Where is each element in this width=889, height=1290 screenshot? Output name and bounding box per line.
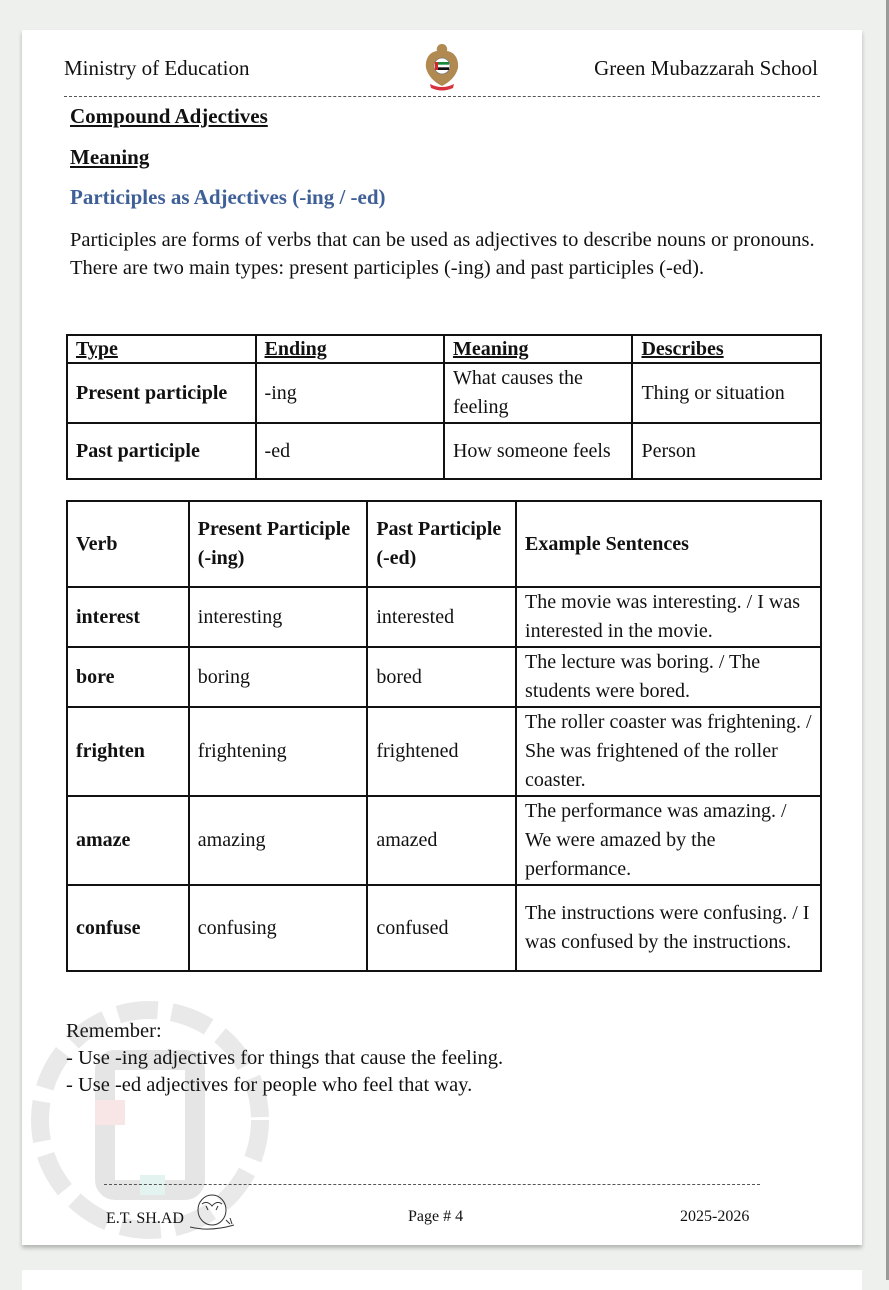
table-cell: amazing [189, 796, 368, 885]
table-row [67, 885, 821, 971]
uae-emblem-icon [420, 42, 464, 92]
table-row [67, 707, 821, 796]
table-header-row [67, 335, 821, 363]
table-cell: bore [67, 647, 189, 707]
table-cell: interest [67, 587, 189, 647]
table-row [67, 587, 821, 647]
header-school: Green Mubazzarah School [594, 56, 818, 80]
table-cell: bored [367, 647, 516, 707]
remember-label: Remember: [66, 1020, 162, 1042]
table-cell: -ed [256, 423, 444, 479]
table-cell: Past participle [67, 423, 256, 479]
column-header: Example Sentences [516, 501, 821, 587]
table-cell: The lecture was boring. / The students were bored. [516, 647, 821, 707]
column-header: Verb [67, 501, 189, 587]
footer-divider [104, 1184, 760, 1185]
table-cell: Person [632, 423, 821, 479]
table-cell: frightened [367, 707, 516, 796]
participle-types-table [66, 334, 822, 480]
table-cell: frightening [189, 707, 368, 796]
column-header: Type [67, 335, 256, 363]
table-cell: amazed [367, 796, 516, 885]
table-cell: boring [189, 647, 368, 707]
next-page-edge [22, 1270, 862, 1290]
table-cell: frighten [67, 707, 189, 796]
table-cell: The roller coaster was frightening. / She was frightened of the roller coaster. [516, 707, 821, 796]
footer-author: E.T. SH.AD [106, 1210, 184, 1227]
table-cell: confused [367, 885, 516, 971]
table-cell: The movie was interesting. / I was interested in the movie. [516, 587, 821, 647]
footer-year: 2025-2026 [680, 1208, 750, 1225]
column-header: Describes [632, 335, 821, 363]
table-row [67, 647, 821, 707]
table-cell: -ing [256, 363, 444, 423]
table-cell: Present participle [67, 363, 256, 423]
footer-page-number: Page # 4 [408, 1208, 464, 1225]
table-cell: The performance was amazing. / We were amazed by the performance. [516, 796, 821, 885]
column-header: Present Participle (-ing) [189, 501, 368, 587]
remember-note [66, 1018, 503, 1099]
remember-point: - Use -ed adjectives for people who feel that way. [66, 1074, 473, 1096]
verb-examples-table [66, 500, 822, 972]
table-cell: interested [367, 587, 516, 647]
header-ministry: Ministry of Education [64, 56, 250, 80]
owl-signature-icon [190, 1192, 238, 1230]
column-header: Past Participle (-ed) [367, 501, 516, 587]
table-cell: interesting [189, 587, 368, 647]
column-header: Meaning [444, 335, 633, 363]
page-title: Compound Adjectives [70, 104, 268, 128]
table-header-row [67, 501, 821, 587]
table-row [67, 363, 821, 423]
section-heading: Meaning [70, 145, 150, 169]
table-cell: Thing or situation [632, 363, 821, 423]
header-divider [64, 96, 820, 97]
table-cell: confusing [189, 885, 368, 971]
table-row [67, 796, 821, 885]
table-cell: amaze [67, 796, 189, 885]
table-row [67, 423, 821, 479]
table-cell: What causes the feeling [444, 363, 633, 423]
intro-paragraph: Participles are forms of verbs that can be used as adjectives to describe nouns or pronouns. There are two main types: present participles (-ing) and past participles (-ed). [70, 229, 815, 279]
remember-point: - Use -ing adjectives for things that cause the feeling. [66, 1047, 504, 1069]
subheading: Participles as Adjectives (-ing / -ed) [70, 185, 386, 209]
column-header: Ending [256, 335, 444, 363]
table-cell: How someone feels [444, 423, 633, 479]
document-page [22, 30, 862, 1245]
table-cell: The instructions were confusing. / I was confused by the instructions. [516, 885, 821, 971]
table-cell: confuse [67, 885, 189, 971]
